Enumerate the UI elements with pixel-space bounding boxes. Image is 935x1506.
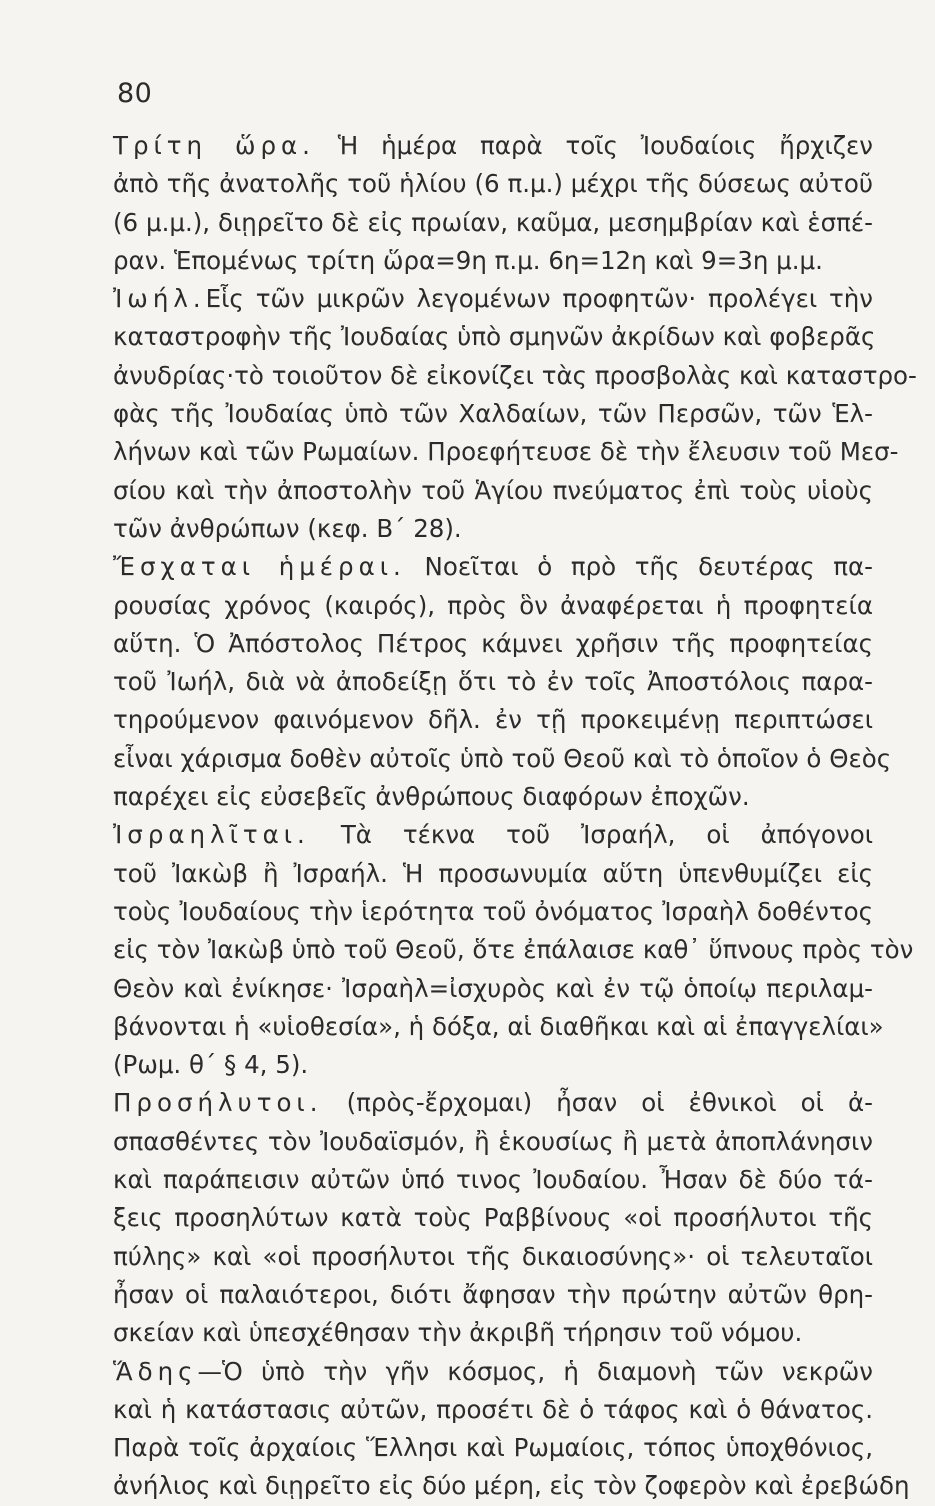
line-text: (6 μ.μ.), διῃρεῖτο δὲ εἰς πρωίαν, καῦμα, μεσημβρίαν καὶ ἑσπέ- [113, 207, 873, 237]
line-text: Εἷς τῶν μικρῶν λεγομένων προφητῶν· προλέγει τὴν [205, 284, 873, 314]
entry-first-line [113, 816, 873, 854]
text-line [113, 510, 873, 548]
entry-term: Ἅδης [113, 1356, 198, 1386]
line-text: σίου καὶ τὴν ἀποστολὴν τοῦ Ἁγίου πνεύματος ἐπὶ τοὺς υἱοὺς [113, 475, 873, 505]
line-text: τηρούμενον φαινόμενον δῆλ. ἐν τῇ προκειμένῃ περιπτώσει [113, 705, 873, 735]
text-line [113, 165, 873, 203]
text-line [113, 701, 873, 739]
line-text: εἶναι χάρισμα δοθὲν αὐτοῖς ὑπὸ τοῦ Θεοῦ καὶ τὸ ὁποῖον ὁ Θεὸς [113, 743, 892, 773]
entry-term: Προσήλυτοι. [113, 1088, 323, 1118]
entry-term: Ἰσραηλῖται. [113, 820, 310, 850]
text-line [113, 778, 873, 816]
line-text: σκείαν καὶ ὑπεσχέθησαν τὴν ἀκριβῆ τήρησιν τοῦ νόμου. [113, 1318, 803, 1348]
text-line [113, 1429, 873, 1467]
line-text: τῶν ἀνθρώπων (κεφ. Β΄ 28). [113, 513, 462, 543]
text-line [113, 318, 876, 356]
text-line [113, 1314, 873, 1352]
entry-first-line [113, 280, 873, 318]
line-text: Ἡ ἡμέρα παρὰ τοῖς Ἰουδαίοις ἤρχιζεν [314, 131, 873, 160]
text-line [113, 1123, 873, 1161]
line-text: τοῦ Ἰακὼβ ἢ Ἰσραήλ. Ἡ προσωνυμία αὕτη ὑπενθυμίζει εἰς [113, 858, 873, 888]
text-line [113, 357, 917, 395]
text-line [113, 1008, 884, 1046]
line-text: καὶ ἡ κατάστασις αὐτῶν, προσέτι δὲ ὁ τάφος καὶ ὁ θάνατος. [113, 1394, 873, 1424]
line-text: φὰς τῆς Ἰουδαίας ὑπὸ τῶν Χαλδαίων, τῶν Περσῶν, τῶν Ἑλ- [113, 399, 873, 429]
line-text: —Ὁ ὑπὸ τὴν γῆν κόσμος, ἡ διαμονὴ τῶν νεκρῶν [197, 1356, 873, 1386]
entry-term: Τρίτη ὥρα. [113, 131, 315, 160]
line-text: παρέχει εἰς εὐσεβεῖς ἀνθρώπους διαφόρων ἐποχῶν. [113, 782, 750, 812]
line-text: ἀνήλιος καὶ διῃρεῖτο εἰς δύο μέρη, εἰς τὸν ζοφερὸν καὶ ἐρεβώδη [113, 1471, 910, 1501]
line-text: ἦσαν οἱ παλαιότεροι, διότι ἄφησαν τὴν πρώτην αὐτῶν θρη- [113, 1279, 873, 1309]
line-text: βάνονται ἡ «υἱοθεσία», ἡ δόξα, αἱ διαθῆκαι καὶ αἱ ἐπαγγελίαι» [113, 1011, 884, 1041]
line-text: Παρὰ τοῖς ἀρχαίοις Ἕλλησι καὶ Ρωμαίοις, τόπος ὑποχθόνιος, [113, 1433, 873, 1463]
line-text: ἀνυδρίας·τὸ τοιοῦτον δὲ εἰκονίζει τὰς προσβολὰς καὶ καταστρο- [113, 360, 917, 390]
text-line [113, 1199, 873, 1237]
line-text: τοῦ Ἰωήλ, διὰ νὰ ἀποδείξῃ ὅτι τὸ ἐν τοῖς Ἀποστόλοις παρα- [113, 667, 873, 697]
line-text: εἰς τὸν Ἰακὼβ ὑπὸ τοῦ Θεοῦ, ὅτε ἐπάλαισε καθ᾿ ὕπνους πρὸς τὸν [113, 935, 914, 965]
page-number: 80 [117, 78, 153, 109]
glossary-text [113, 127, 917, 1506]
line-text: Θεὸν καὶ ἐνίκησε· Ἰσραὴλ=ἰσχυρὸς καὶ ἐν τῷ ὁποίῳ περιλαμ- [113, 973, 873, 1003]
text-line [113, 893, 873, 931]
entry-first-line [113, 1084, 873, 1122]
text-line [113, 472, 873, 510]
text-line [113, 663, 873, 701]
text-line [113, 1161, 873, 1199]
line-text: αὕτη. Ὁ Ἀπόστολος Πέτρος κάμνει χρῆσιν τῆς προφητείας [113, 628, 873, 658]
text-line [113, 204, 873, 242]
entry-first-line [113, 127, 873, 165]
text-line [113, 740, 892, 778]
line-text: καὶ παράπεισιν αὐτῶν ὑπό τινος Ἰουδαίου. Ἦσαν δὲ δύο τά- [113, 1165, 873, 1195]
line-text: ρουσίας χρόνος (καιρός), πρὸς ὃν ἀναφέρεται ἡ προφητεία [113, 590, 873, 620]
line-text: σπασθέντες τὸν Ἰουδαϊσμόν, ἢ ἑκουσίως ἢ μετὰ ἀποπλάνησιν [113, 1126, 873, 1156]
text-line [113, 1391, 873, 1429]
line-text: λήνων καὶ τῶν Ρωμαίων. Προεφήτευσε δὲ τὴν ἔλευσιν τοῦ Μεσ- [113, 437, 899, 467]
line-text: καταστροφὴν τῆς Ἰουδαίας ὑπὸ σμηνῶν ἀκρίδων καὶ φοβερᾶς [113, 322, 876, 352]
text-line [113, 855, 873, 893]
line-text: πύλης» καὶ «οἱ προσήλυτοι τῆς δικαιοσύνης»· οἱ τελευταῖοι [113, 1241, 873, 1271]
line-text: Νοεῖται ὁ πρὸ τῆς δευτέρας πα- [405, 552, 873, 582]
text-line [113, 587, 873, 625]
text-line [113, 970, 873, 1008]
line-text: (Ρωμ. θ΄ § 4, 5). [113, 1050, 309, 1080]
text-line [113, 433, 899, 471]
line-text: ραν. Ἑπομένως τρίτη ὥρα=9η π.μ. 6η=12η καὶ 9=3η μ.μ. [113, 245, 823, 275]
line-text: Τὰ τέκνα τοῦ Ἰσραήλ, οἱ ἀπόγονοι [309, 820, 873, 850]
line-text: ἀπὸ τῆς ἀνατολῆς τοῦ ἡλίου (6 π.μ.) μέχρι τῆς δύσεως αὐτοῦ [113, 169, 873, 199]
text-line [113, 625, 873, 663]
line-text: (πρὸς-ἔρχομαι) ἦσαν οἱ ἐθνικοὶ οἱ ἀ- [322, 1088, 873, 1118]
text-line [113, 931, 914, 969]
text-line [113, 1276, 873, 1314]
entry-term: Ἔσχαται ἡμέραι. [113, 552, 406, 582]
entry-first-line [113, 548, 873, 586]
text-line [113, 1046, 873, 1084]
text-line [113, 395, 873, 433]
entry-first-line [113, 1353, 873, 1391]
line-text: τοὺς Ἰουδαίους τὴν ἱερότητα τοῦ ὀνόματος Ἰσραὴλ δοθέντος [113, 896, 873, 926]
line-text: ξεις προσηλύτων κατὰ τοὺς Ραββίνους «οἱ προσήλυτοι τῆς [113, 1203, 873, 1233]
entry-term: Ἰωήλ. [113, 284, 206, 314]
text-line [113, 1238, 873, 1276]
text-line [113, 242, 873, 280]
